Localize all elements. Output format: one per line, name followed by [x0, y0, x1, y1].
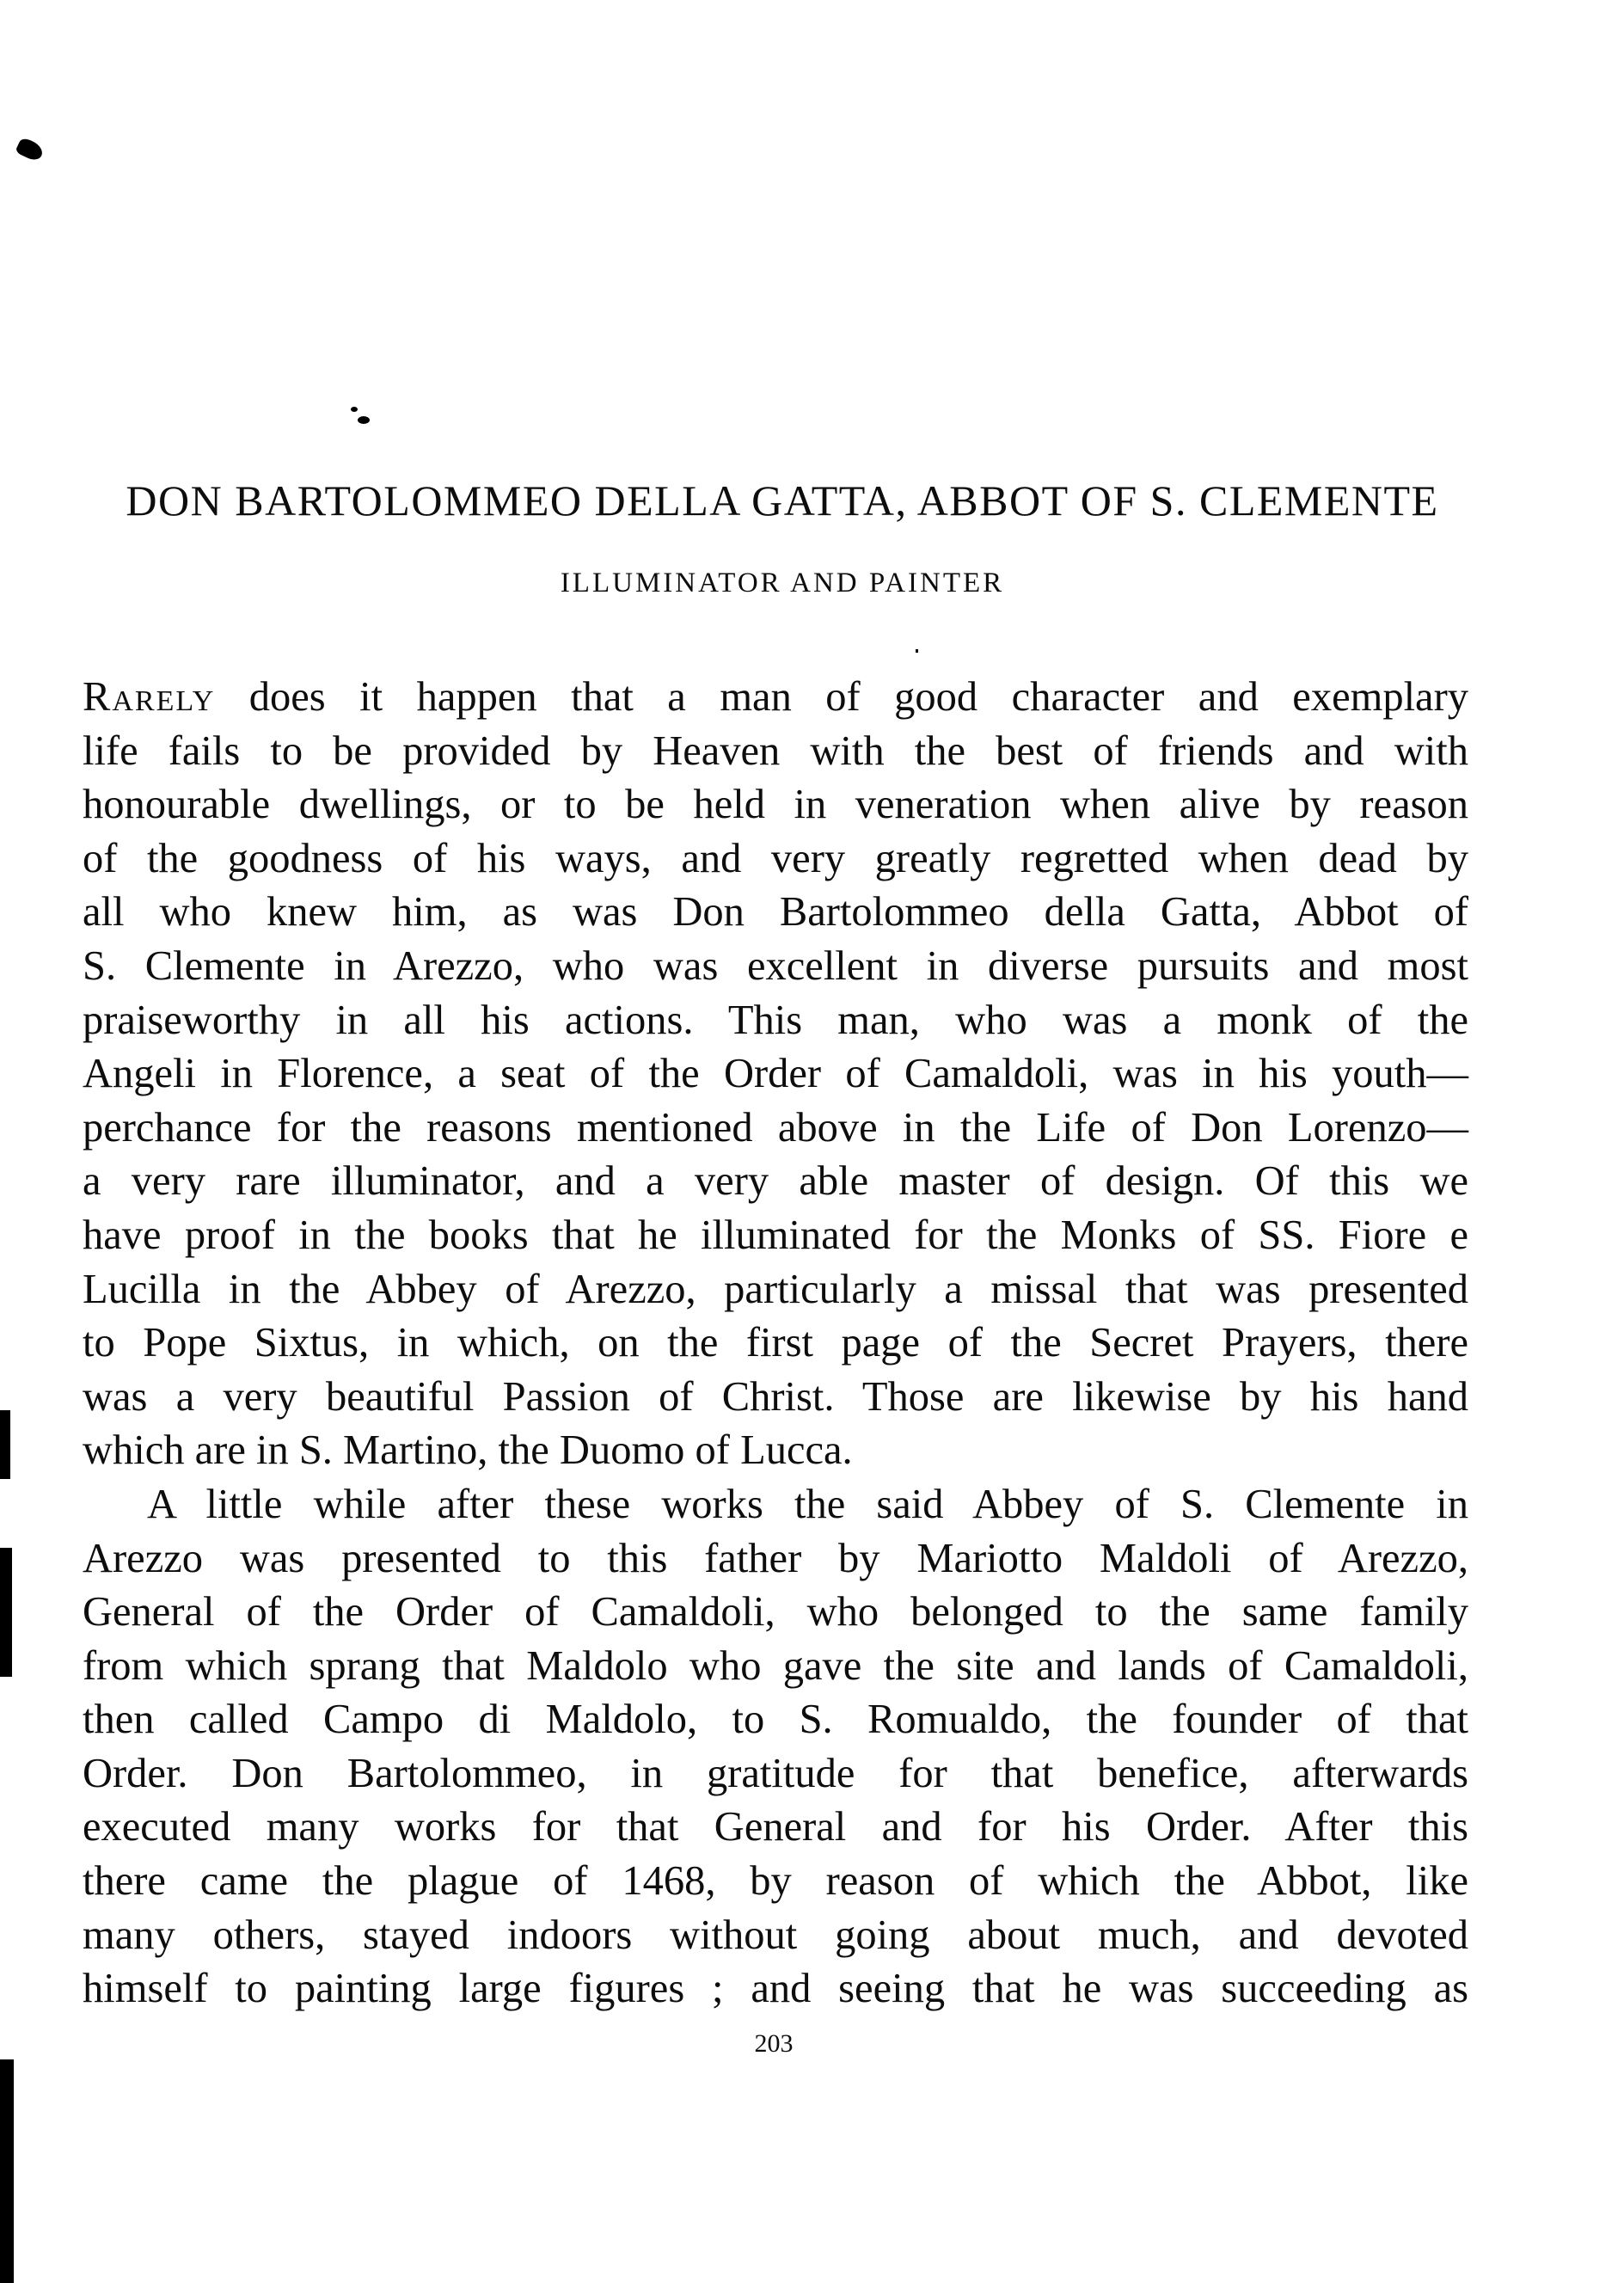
text-line: Order. Don Bartolommeo, in gratitude for that benefice, afterwards: [83, 1750, 1468, 1796]
text-line: of the goodness of his ways, and very greatly regretted when dead by: [83, 835, 1468, 881]
chapter-subtitle: ILLUMINATOR AND PAINTER: [560, 568, 1005, 598]
text-line: Lucilla in the Abbey of Arezzo, particularly a missal that was presented: [83, 1266, 1468, 1312]
text-line-content: does it happen that a man of good character and exemplary: [215, 674, 1468, 720]
text-line: [83, 671, 1468, 725]
text-line: then called Campo di Maldolo, to S. Romualdo, the founder of that: [83, 1697, 1468, 1743]
text-line: many others, stayed indoors without going about much, and devoted: [83, 1912, 1468, 1958]
scan-margin-shadow: [0, 1548, 12, 1677]
text-line: which are in S. Martino, the Duomo of Lucca.: [83, 1427, 853, 1474]
chapter-title: DON BARTOLOMMEO DELLA GATTA, ABBOT OF S. CLEMENTE: [126, 476, 1439, 525]
scan-artifact-spot: [15, 137, 46, 163]
scan-margin-shadow: [0, 1410, 10, 1479]
text-line: himself to painting large figures ; and seeing that he was succeeding as: [83, 1966, 1468, 2012]
text-line: S. Clemente in Arezzo, who was excellent in diverse pursuits and most: [83, 942, 1468, 989]
text-line: a very rare illuminator, and a very able master of design. Of this we: [83, 1158, 1468, 1205]
text-line: all who knew him, as was Don Bartolommeo della Gatta, Abbot of: [83, 889, 1468, 936]
scan-artifact-speck: [351, 407, 358, 412]
scan-artifact-dot: [916, 649, 918, 653]
text-line: General of the Order of Camaldoli, who belonged to the same family: [83, 1589, 1468, 1636]
text-line: praiseworthy in all his actions. This man, who was a monk of the: [83, 997, 1468, 1043]
text-line: from which sprang that Maldolo who gave the site and lands of Camaldoli,: [83, 1642, 1468, 1689]
opening-word: Rarely: [83, 674, 216, 720]
text-line: honourable dwellings, or to be held in veneration when alive by reason: [83, 782, 1468, 828]
scan-margin-shadow: [0, 2059, 14, 2283]
text-line: life fails to be provided by Heaven with the best of friends and with: [83, 727, 1468, 774]
page-number: 203: [754, 2029, 794, 2058]
scan-artifact-speck: [358, 416, 370, 424]
text-line: perchance for the reasons mentioned above in the Life of Don Lorenzo—: [83, 1104, 1468, 1151]
text-line: executed many works for that General and for his Order. After this: [83, 1804, 1468, 1850]
body-text: [83, 671, 1468, 2016]
text-line: was a very beautiful Passion of Christ. Those are likewise by his hand: [83, 1373, 1468, 1420]
text-line: have proof in the books that he illuminated for the Monks of SS. Fiore e: [83, 1212, 1468, 1258]
text-line: A little while after these works the said Abbey of S. Clemente in: [147, 1481, 1468, 1527]
text-line: to Pope Sixtus, in which, on the first page of the Secret Prayers, there: [83, 1320, 1468, 1366]
text-line: there came the plague of 1468, by reason of which the Abbot, like: [83, 1858, 1468, 1905]
text-line: Angeli in Florence, a seat of the Order of Camaldoli, was in his youth—: [83, 1051, 1468, 1097]
text-line: Arezzo was presented to this father by Mariotto Maldoli of Arezzo,: [83, 1535, 1468, 1581]
